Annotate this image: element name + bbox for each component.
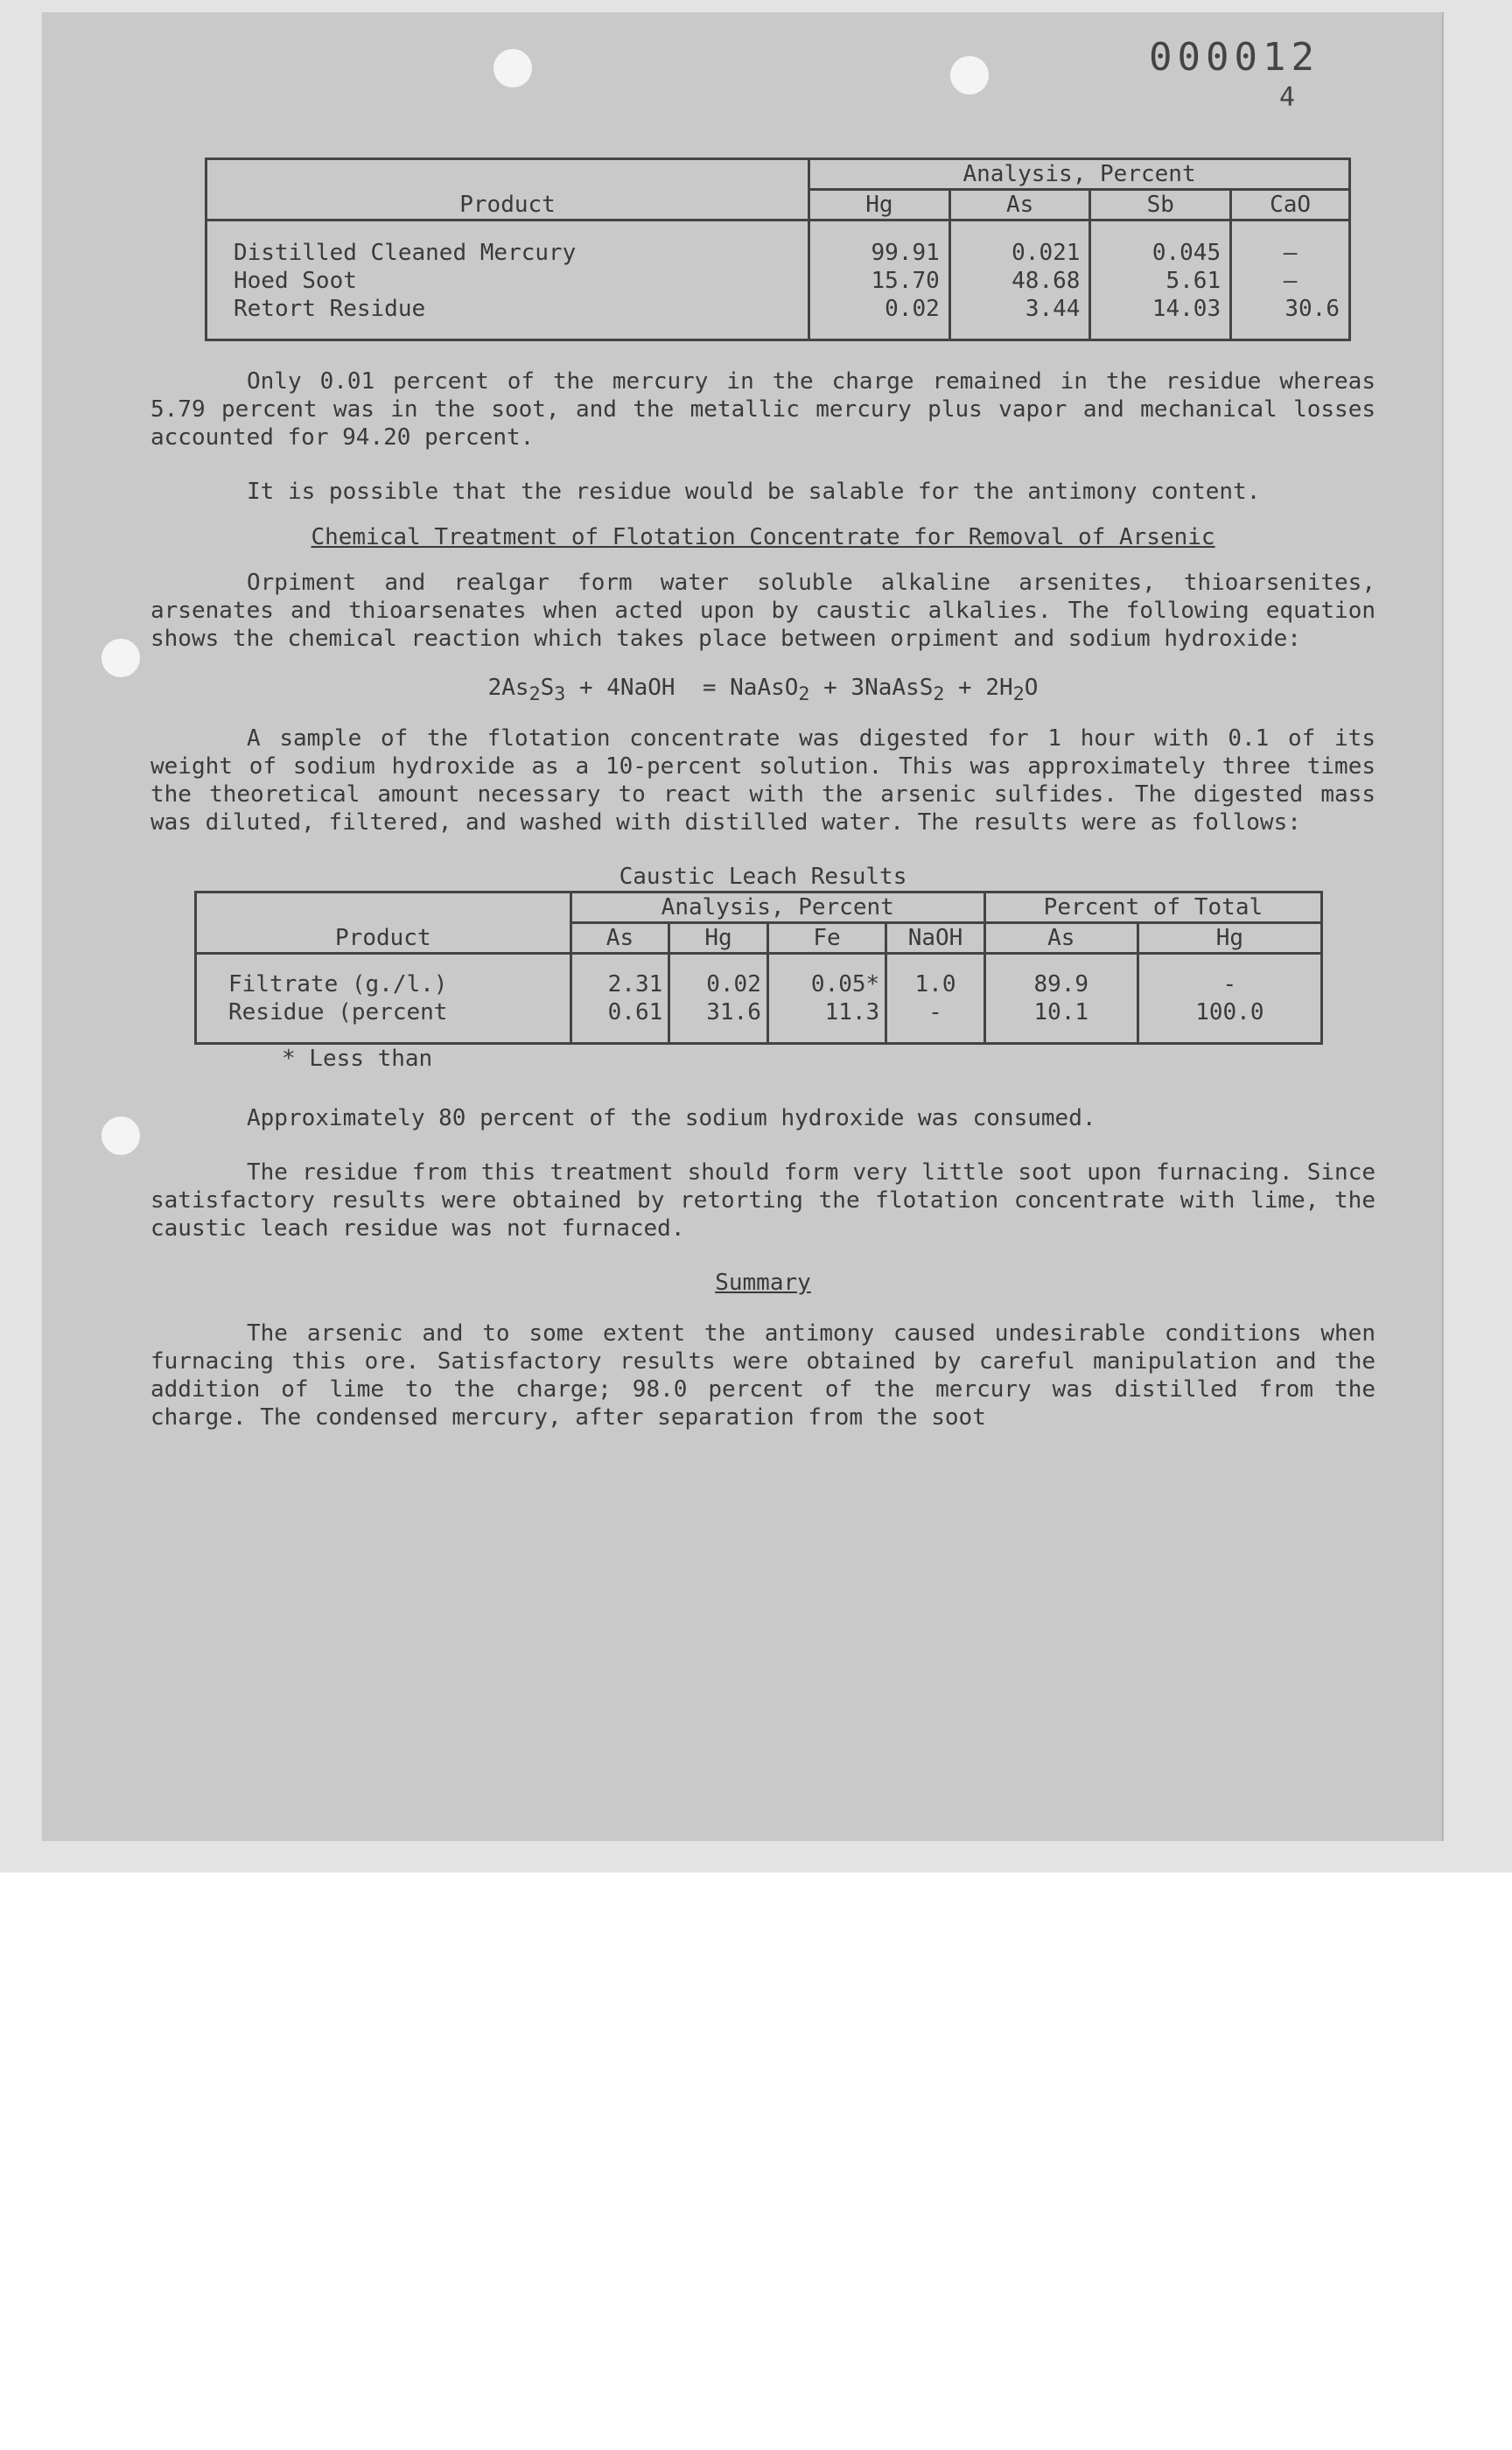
eq-sub: 2 [933,683,945,706]
cell-product: Distilled Cleaned Mercury [234,240,577,266]
col-naoh: NaOH [886,923,985,954]
col-group-analysis: Analysis, Percent [570,892,984,923]
cell-cao: — [1231,220,1350,268]
col-pct-as: As [984,923,1138,954]
cell-fe: 0.05* [767,954,886,999]
results-table [205,158,1351,341]
section-heading: Chemical Treatment of Flotation Concentrate for Removal of Arsenic [311,524,1215,550]
col-pct-hg: Hg [1138,923,1321,954]
cell-fe: 11.3 [767,998,886,1044]
cell-hg: 0.02 [809,295,950,340]
cell-sb: 5.61 [1090,267,1231,295]
cell-product: Residue (percent [228,999,448,1026]
cell-sb: 14.03 [1090,295,1231,340]
col-fe: Fe [767,923,886,954]
eq-part: + 2H [944,675,1013,701]
caustic-leach-table [194,891,1323,1045]
page-number: 4 [1278,82,1295,113]
section-heading: Summary [715,1270,811,1297]
cell-as: 0.61 [570,998,669,1044]
punch-hole [494,49,532,88]
cell-sb: 0.045 [1090,220,1231,268]
cell-as: 0.021 [949,220,1090,268]
page-content [150,158,1376,1432]
table-footnote: * Less than [282,1046,433,1073]
paragraph: Only 0.01 percent of the mercury in the charge remained in the residue whereas 5.79 percent was in the soot, and the metallic mercury plus vapor and mechanical losses accounted for 94.20 percent. [150,368,1376,451]
document-number: 000012 [1149,35,1320,80]
table-row [196,998,1322,1044]
col-as: As [949,190,1090,220]
eq-sub: 3 [554,683,566,706]
col-as: As [570,923,669,954]
cell-product: Retort Residue [234,296,426,322]
table-row [206,220,1350,268]
cell-pct-as: 89.9 [984,954,1138,999]
eq-part: O [1024,675,1039,701]
table-row [206,267,1350,295]
eq-part: S [540,675,555,701]
paragraph: The residue from this treatment should form very little soot upon furnacing. Since satisfactory results were obtained by retorting the flotation concentrate with lime, the caustic leach residue was not furnaced. [150,1159,1376,1242]
punch-hole [102,1116,140,1155]
col-hg: Hg [809,190,950,220]
cell-as: 3.44 [949,295,1090,340]
table-caption: Caustic Leach Results [619,864,907,891]
cell-as: 2.31 [570,954,669,999]
table-row [196,954,1322,999]
col-group-percent-total: Percent of Total [984,892,1321,923]
paragraph: Approximately 80 percent of the sodium hydroxide was consumed. [247,1105,1096,1132]
punch-hole [950,56,989,94]
col-hg: Hg [669,923,768,954]
eq-part: 2As [487,675,529,701]
eq-part: + 3NaAsS [809,675,934,701]
eq-sub: 2 [1012,683,1025,706]
eq-sub: 2 [798,683,810,706]
cell-product: Filtrate (g./l.) [228,971,448,998]
cell-cao: 30.6 [1231,295,1350,340]
cell-product: Hoed Soot [234,268,357,294]
cell-hg: 31.6 [669,998,768,1044]
chemical-equation [150,674,1376,709]
cell-naoh: - [886,998,985,1044]
cell-pct-hg: - [1138,954,1321,999]
cell-pct-as: 10.1 [984,998,1138,1044]
paragraph: A sample of the flotation concentrate was digested for 1 hour with 0.1 of its weight of sodium hydroxide as a 10-percent solution. This was approximately three times the theoretical amount necessary to react with the arsenic sulfides. The digested mass was diluted, filtered, and washed with distilled water. The results were as follows: [150,725,1376,836]
cell-cao: — [1231,267,1350,295]
eq-sub: 2 [528,683,541,706]
cell-as: 48.68 [949,267,1090,295]
cell-hg: 99.91 [809,220,950,268]
cell-pct-hg: 100.0 [1138,998,1321,1044]
col-product: Product [206,159,809,220]
col-group-analysis: Analysis, Percent [809,159,1350,190]
col-sb: Sb [1090,190,1231,220]
col-cao: CaO [1231,190,1350,220]
cell-naoh: 1.0 [886,954,985,999]
paragraph: Orpiment and realgar form water soluble alkaline arsenites, thioarsenites, arsenates and thioarsenates when acted upon by caustic alkalies. The following equation shows the chemical reaction which takes place between orpiment and sodium hydroxide: [150,570,1376,652]
paragraph: The arsenic and to some extent the antimony caused undesirable conditions when furnacing this ore. Satisfactory results were obtained by careful manipulation and the addition of lime to the charge; 98.0 percent of the mercury was distilled from the charge. The condensed mercury, after separation from the soot [150,1320,1376,1432]
col-product: Product [196,892,571,954]
eq-part: + 4NaOH = NaAsO [565,675,799,701]
paragraph: It is possible that the residue would be salable for the antimony content. [247,479,1261,505]
cell-hg: 15.70 [809,267,950,295]
cell-hg: 0.02 [669,954,768,999]
punch-hole [102,639,140,677]
table-row [206,295,1350,340]
